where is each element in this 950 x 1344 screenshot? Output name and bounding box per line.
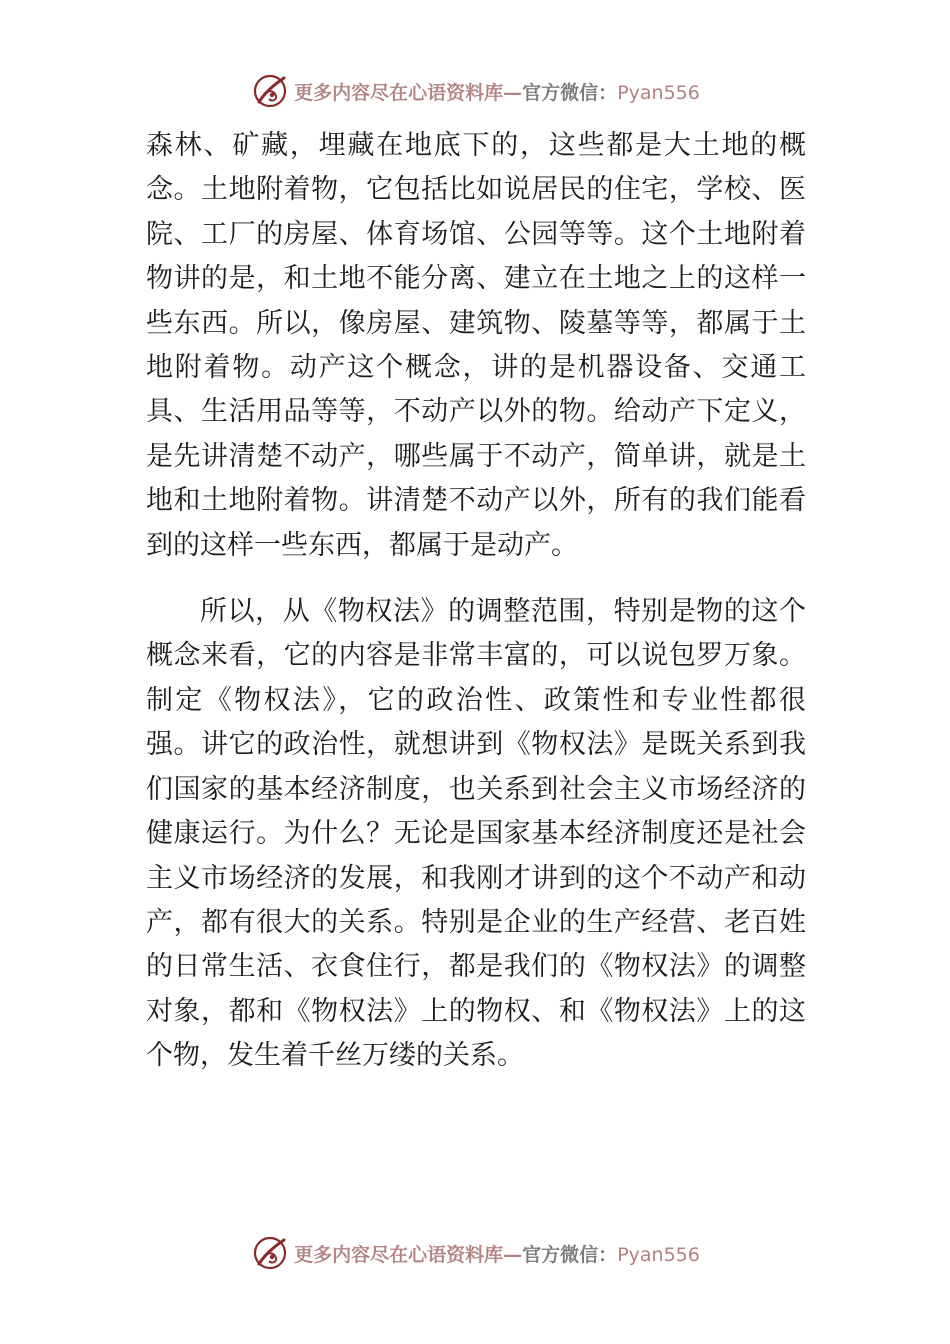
paragraph-1: 森林、矿藏，埋藏在地底下的，这些都是大土地的概念。土地附着物，它包括比如说居民的住宅，学校、医院、工厂的房屋、体育场馆、公园等等。这个土地附着物讲的是，和土地不能分离、建立在土地之上的这样一些东西。所以，像房屋、建筑物、陵墓等等，都属于土地附着物。动产这个概念，讲的是机器设备、交通工具、生活用品等等，不动产以外的物。给动产下定义，是先讲清楚不动产，哪些属于不动产，简单讲，就是土地和土地附着物。讲清楚不动产以外，所有的我们能看到的这样一些东西，都属于是动产。 (146, 130, 806, 561)
header-account: Pyan556 (617, 81, 700, 104)
header-banner (0, 72, 950, 110)
header-wechat-label: 官方微信： (522, 81, 618, 104)
header-text (294, 78, 700, 105)
footer-brand: 更多内容尽在心语资料库— (294, 1243, 523, 1266)
header-brand: 更多内容尽在心语资料库— (294, 81, 523, 104)
document-body (146, 124, 806, 1079)
footer-banner (0, 1234, 950, 1272)
brand-logo-icon (250, 1234, 290, 1272)
brand-logo-icon (250, 72, 290, 110)
footer-account: Pyan556 (617, 1243, 700, 1266)
footer-wechat-label: 官方微信： (522, 1243, 618, 1266)
footer-text (294, 1240, 700, 1267)
paragraph-2: 所以，从《物权法》的调整范围，特别是物的这个概念来看，它的内容是非常丰富的，可以说包罗万象。制定《物权法》，它的政治性、政策性和专业性都很强。讲它的政治性，就想讲到《物权法》是既关系到我们国家的基本经济制度，也关系到社会主义市场经济的健康运行。为什么？无论是国家基本经济制度还是社会主义市场经济的发展，和我刚才讲到的这个不动产和动产，都有很大的关系。特别是企业的生产经营、老百姓的日常生活、衣食住行，都是我们的《物权法》的调整对象，都和《物权法》上的物权、和《物权法》上的这个物，发生着千丝万缕的关系。 (146, 596, 806, 1072)
